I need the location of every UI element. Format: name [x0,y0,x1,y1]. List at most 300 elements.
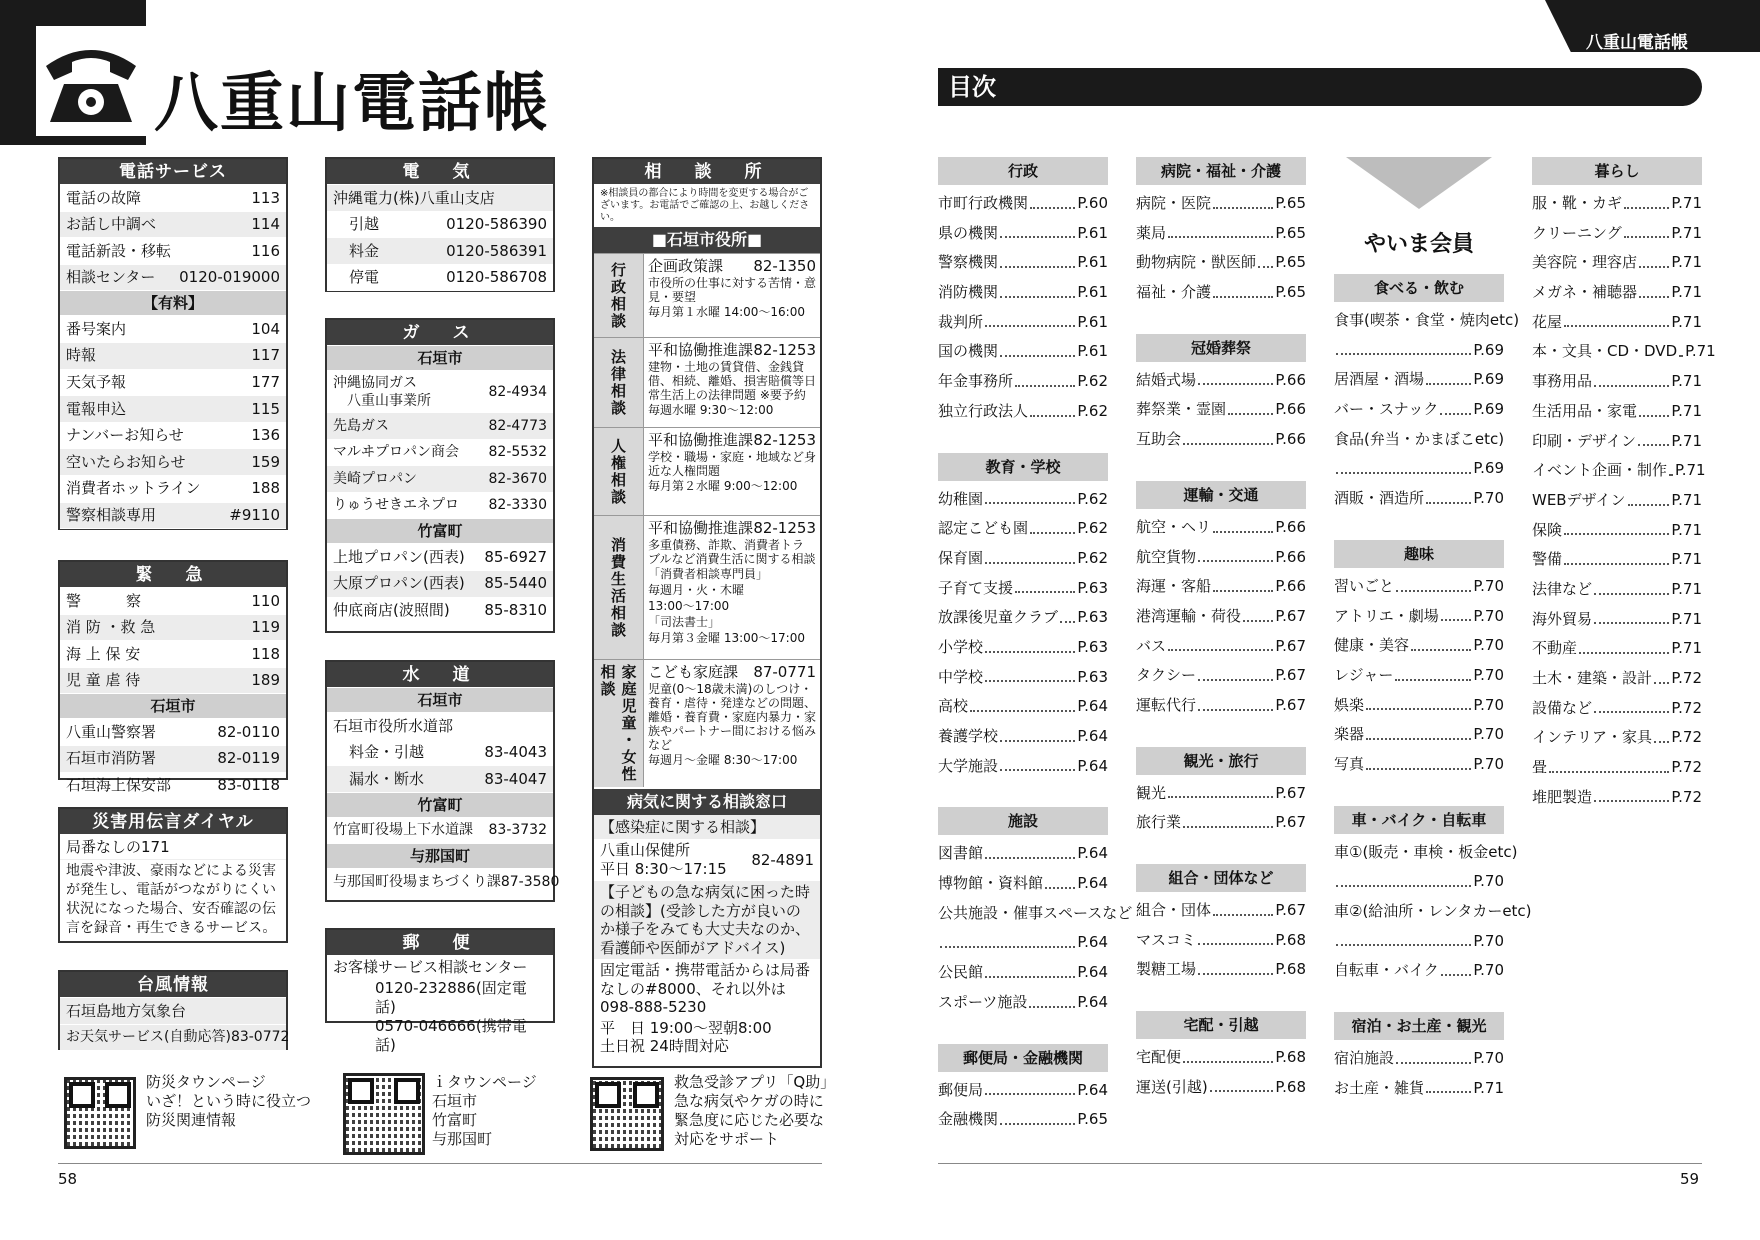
toc-page-ref: P.66 [1275,430,1306,449]
toc-entry[interactable] [1532,723,1702,753]
toc-entry[interactable] [1532,634,1702,664]
toc-entry[interactable] [1136,602,1306,632]
toc-entry[interactable] [1532,753,1702,783]
toc-section-header: 趣味 [1334,540,1504,568]
listing-number: 82-5532 [488,444,547,461]
toc-entry[interactable] [1334,1074,1504,1104]
listing-label: 仲底商店(波照間) [333,601,450,620]
toc-page-ref: P.70 [1473,695,1504,714]
toc-page-ref: P.67 [1275,606,1306,625]
toc-page-ref: P.61 [1077,223,1108,242]
toc-bar [938,68,1702,106]
toc-entry[interactable] [1334,336,1504,366]
toc-column-4 [1532,157,1716,812]
toc-entry-label: 動物病院・獣医師 [1136,253,1257,272]
toc-entry[interactable] [938,722,1108,752]
toc-leader [1549,753,1669,773]
listing-label: 電話の故障 [66,188,142,207]
toc-entry[interactable] [938,367,1108,397]
toc-entry[interactable] [1334,927,1504,957]
consult-desc: 児童(0〜18歳未満)のしつけ・養育・虐待・発達などの問題、離婚・養育費・家庭内暴力・家族やパートナー間における悩みなど [648,682,817,752]
toc-entry[interactable] [938,544,1108,574]
toc-leader [1243,602,1273,622]
post-line-3: 0570-046666(携帯電話) [375,1017,527,1054]
toc-entry[interactable] [938,308,1108,338]
toc-leader [1639,397,1669,417]
listing-row [60,316,286,343]
toc-entry[interactable]: 車①(販売・車検・板金etc) [1334,842,1518,861]
toc-leader [1336,454,1471,474]
toc-entry[interactable] [938,752,1108,782]
consult-number: 82-1253 [753,341,816,359]
toc-leader [1000,219,1075,239]
toc-entry-label: 観光 [1136,783,1167,802]
toc-entry[interactable] [1532,367,1702,397]
toc-entry-label: WEBデザイン [1532,490,1626,509]
toc-entry[interactable] [938,663,1108,693]
listing-row [327,571,553,598]
toc-page-ref: P.71 [1671,520,1702,539]
toc-leader [985,663,1075,683]
listing-number: 83-4047 [484,769,547,788]
toc-entry-label: 法律など [1532,579,1593,598]
listing-row [327,371,553,413]
toc-entry[interactable] [1532,575,1702,605]
toc-entry[interactable] [1334,395,1504,425]
toc-entry[interactable] [1136,632,1306,662]
toc-leader [1564,545,1669,565]
disaster-title: 災害用伝言ダイヤル [60,809,286,835]
toc-page-ref: P.69 [1473,400,1504,419]
water-block [325,660,560,902]
toc-leader [1440,395,1471,415]
infect-title: 【感染症に関する相談】 [594,815,820,839]
listing-number: 159 [251,452,280,471]
toc-leader [1426,365,1471,385]
hoken-time: 平日 8:30〜17:15 [600,860,727,878]
toc-page-ref: P.70 [1473,665,1504,684]
toc-page-ref: P.69 [1473,370,1504,389]
listing-label: 電報申込 [66,399,127,418]
toc-entry[interactable] [1334,867,1504,897]
listing-label: 竹富町役場上下水道課 [333,822,473,839]
toc-entry-label: 認定こども園 [938,519,1029,538]
toc-entry[interactable] [938,633,1108,663]
toc-entry[interactable] [1532,397,1702,427]
toc-entry[interactable] [938,337,1108,367]
toc-entry[interactable] [1136,395,1306,425]
toc-entry[interactable] [1136,219,1306,249]
toc-entry[interactable] [1532,605,1702,635]
toc-entry-label: 自転車・バイク [1334,961,1439,980]
listing-label: 漏水・断水 [349,769,425,788]
toc-entry[interactable] [938,869,1108,899]
toc-entry[interactable]: 公共施設・催事スペースなど [938,903,1133,922]
listing-number: 104 [251,319,280,338]
toc-leader [1198,543,1273,563]
toc-entry[interactable] [938,189,1108,219]
toc-entry[interactable] [1136,661,1306,691]
consult-body [644,428,820,515]
toc-entry[interactable] [1334,365,1504,395]
toc-entry[interactable] [1136,189,1306,219]
listing-row [327,440,553,467]
toc-entry[interactable] [1136,572,1306,602]
toc-entry[interactable] [1136,248,1306,278]
listing-number: 82-0119 [217,749,280,768]
toc-page-ref: P.68 [1275,930,1306,949]
toc-entry[interactable] [938,928,1108,958]
toc-leader [1594,605,1669,625]
toc-entry[interactable] [1136,425,1306,455]
toc-leader [1395,661,1471,681]
consult-category: 家庭児童・女性相談 [594,660,644,787]
toc-entry[interactable] [1334,454,1504,484]
toc-page-ref: P.64 [1077,844,1108,863]
listing-label: 与那国町役場まちづくり課 [333,873,501,890]
consult-item [594,427,820,515]
listing-number: 82-3330 [488,497,547,514]
toc-entry[interactable] [1334,956,1504,986]
toc-entry-label: 市町行政機関 [938,194,1029,212]
qr-code-bousai[interactable] [64,1077,136,1149]
toc-entry-label: 博物館・資料館 [938,874,1044,893]
listing-number: 0120-586391 [446,241,547,260]
toc-page-ref: P.63 [1077,608,1108,627]
listing-number: 188 [251,479,280,498]
listing-number: 0120-586390 [446,215,547,234]
listing-row [327,413,553,440]
toc-page-ref: P.64 [1077,1080,1108,1099]
toc-entry[interactable] [1532,516,1702,546]
toc-entry[interactable] [1334,631,1504,661]
toc-leader [1213,896,1273,916]
post-block [325,928,555,1054]
consult-body [644,254,820,337]
toc-leader [1579,634,1669,654]
toc-leader [1210,1073,1274,1093]
toc-entry[interactable] [1532,219,1702,249]
listing-label: 大原プロパン(西表) [333,574,465,593]
toc-entry-label: 公民館 [938,963,984,982]
toc-page-ref: P.62 [1077,519,1108,538]
toc-leader [1213,513,1273,533]
toc-entry-label: 警備 [1532,550,1563,569]
toc-page-ref: P.67 [1275,783,1306,802]
toc-entry[interactable] [1136,543,1306,573]
toc-page-ref: P.70 [1473,576,1504,595]
toc-entry[interactable] [1532,545,1702,575]
toc-entry[interactable] [938,514,1108,544]
toc-entry-label: マスコミ [1136,930,1197,949]
toc-entry[interactable] [1136,278,1306,308]
listing-number: 82-4934 [488,383,547,400]
toc-page-ref: P.62 [1077,372,1108,391]
toc-page-ref: P.71 [1473,1078,1504,1097]
toc-entry-label: 薬局 [1136,223,1167,242]
listing-label: 上地プロパン(西表) [333,547,465,566]
qr-text-qsuke: 救急受診アプリ「Q助」 急な病気やケガの時に 緊急度に応じた必要な 対応をサポート [674,1073,836,1148]
toc-entry[interactable] [938,1105,1108,1135]
toc-leader [1624,219,1670,239]
toc-entry-label: 楽器 [1334,725,1365,744]
toc-leader [1366,691,1471,711]
listing-row [60,641,286,668]
toc-entry-label: 高校 [938,697,969,716]
toc-entry[interactable] [1136,896,1306,926]
post-title: 郵 便 [327,930,553,956]
consult-dept: 平和協働推進課 [648,519,754,537]
phone-service-title: 電話サービス [60,159,286,185]
consult-title-row [648,518,816,538]
consult-time: 毎月第２水曜 9:00〜12:00 [648,479,798,493]
water-sub-2: 竹富町 [327,793,553,818]
disaster-text: 地震や津波、豪雨などによる災害が発生し、電話がつながりにくい状況になった場合、安否確認の伝言を録音・再生できるサービス。 [66,863,277,936]
toc-entry-label: クリーニング [1532,223,1622,242]
toc-page-ref: P.69 [1473,340,1504,359]
toc-page-ref: P.70 [1473,754,1504,773]
toc-entry[interactable] [1136,513,1306,543]
toc-entry[interactable] [1334,691,1504,721]
listing-number: 0120-019000 [179,268,280,287]
toc-leader [1000,1105,1075,1125]
toc-entry[interactable] [938,397,1108,427]
toc-entry-label: お土産・雑貨 [1334,1078,1425,1097]
consult-number: 87-0771 [753,663,816,681]
toc-entry[interactable] [1136,808,1306,838]
toc-page-ref: P.71 [1685,342,1716,361]
toc-entry[interactable] [938,988,1108,1018]
toc-entry[interactable] [938,692,1108,722]
toc-leader [1029,988,1075,1008]
toc-leader [1336,927,1471,947]
toc-page-ref: P.60 [1077,194,1108,212]
consult-dept: 平和協働推進課 [648,341,754,359]
toc-entry[interactable] [1334,661,1504,691]
typhoon-row-2: お天気サービス(自動応答) 83-0772 [60,1025,286,1052]
toc-leader [1213,278,1273,298]
toc-page-ref: P.67 [1275,813,1306,832]
toc-entry[interactable] [938,248,1108,278]
consult-title-row [648,662,816,682]
toc-leader [1594,783,1669,803]
listing-number: 189 [251,671,280,690]
toc-section-header: 郵便局・金融機関 [938,1044,1108,1072]
qr-code-qsuke[interactable] [590,1077,664,1151]
consult-dept: 平和協働推進課 [648,431,754,449]
toc-entry[interactable] [1136,691,1306,721]
toc-entry[interactable] [938,278,1108,308]
toc-entry[interactable] [938,958,1108,988]
listing-row [327,598,553,625]
toc-entry[interactable] [1334,720,1504,750]
toc-entry[interactable]: 車②(給油所・レンタカーetc) [1334,902,1532,920]
toc-entry[interactable] [1532,189,1702,219]
toc-leader [1336,867,1471,887]
weekday-hours: 平 日 19:00〜翌朝8:00 [600,1018,772,1037]
listing-number: 136 [251,426,280,445]
listing-label: 海 上 保 安 [66,644,141,663]
disaster-number: 局番なしの171 [60,835,286,860]
toc-leader [1030,189,1075,209]
listing-number: 85-8310 [484,601,547,620]
listing-number: 114 [251,215,280,234]
toc-entry[interactable] [1334,1044,1504,1074]
toc-section-header: 冠婚葬祭 [1136,334,1306,362]
consult-body [644,516,820,659]
toc-page-ref: P.71 [1671,639,1702,658]
listing-label: 停電 [349,268,380,287]
toc-page-ref: P.66 [1275,400,1306,419]
toc-leader [1594,575,1669,595]
toc-entry[interactable] [1334,750,1504,780]
listing-row [60,503,286,530]
toc-entry[interactable] [938,603,1108,633]
toc-page-ref: P.63 [1077,578,1108,597]
toc-entry[interactable] [1136,1073,1306,1103]
toc-entry[interactable] [1532,664,1702,694]
qr-code-itownpage[interactable] [343,1073,425,1155]
toc-entry[interactable] [1532,248,1702,278]
toc-entry[interactable] [1532,783,1702,813]
toc-page-ref: P.64 [1077,697,1108,716]
listing-row [327,818,553,845]
toc-leader [1213,189,1273,209]
toc-entry[interactable] [1532,308,1702,338]
toc-entry[interactable] [938,219,1108,249]
toc-entry[interactable] [1136,366,1306,396]
toc-entry[interactable] [1136,1043,1306,1073]
toc-entry-label: レジャー [1334,665,1394,684]
toc-page-ref: P.69 [1473,459,1504,478]
corner-tab-label: 八重山電話帳 [1586,33,1688,53]
toc-entry[interactable] [1532,278,1702,308]
toc-leader [1000,337,1075,357]
toc-section-header: 車・バイク・自転車 [1334,806,1504,834]
illness-title: 病気に関する相談窓口 [594,789,820,815]
toc-leader [1168,632,1273,652]
toc-section-header: 病院・福祉・介護 [1136,157,1306,185]
toc-leader [970,692,1075,712]
toc-leader [1030,397,1075,417]
listing-label: 電話新設・移転 [66,241,172,260]
typhoon-block [58,970,288,1050]
toc-entry[interactable]: 食事(喫茶・食堂・焼肉etc) [1334,311,1520,329]
toc-page-ref: P.71 [1671,253,1702,272]
typhoon-title: 台風情報 [60,972,286,998]
consult-category: 法律相談 [594,338,644,427]
listing-label: 児 童 虐 待 [66,671,141,690]
toc-entry[interactable] [1532,337,1716,367]
electric-title: 電 気 [327,159,553,185]
toc-entry[interactable] [1136,955,1306,985]
toc-entry[interactable] [938,839,1108,869]
toc-entry-label: 宿泊施設 [1334,1049,1395,1068]
toc-page-ref: P.67 [1275,901,1306,919]
toc-entry[interactable] [1532,456,1706,486]
listing-number: 83-4043 [484,743,547,762]
toc-entry-label: 養護学校 [938,727,999,745]
toc-leader [1198,691,1273,711]
toc-page-ref: P.63 [1077,667,1108,686]
toc-page-ref: P.72 [1671,669,1702,687]
toc-leader [1564,516,1669,536]
toc-leader [1594,694,1669,714]
right-footer-rule [938,1163,1702,1164]
toc-page-ref: P.64 [1077,933,1108,952]
hoken-number: 82-4891 [751,850,814,869]
toc-leader [1198,955,1273,975]
toc-leader [1060,603,1075,623]
listing-label: 料金・引越 [349,743,425,762]
toc-entry-label: 葬祭業・霊園 [1136,400,1227,419]
toc-entry[interactable] [1532,427,1702,457]
toc-page-ref: P.71 [1671,223,1702,242]
toc-entry[interactable]: 食品(弁当・かまぼこetc) [1334,429,1505,448]
toc-column-2 [1136,157,1306,1102]
toc-entry[interactable] [1136,779,1306,809]
water-company: 石垣市役所水道部 [327,713,553,740]
toc-title: 目次 [948,73,996,101]
toc-entry-label: 病院・医院 [1136,194,1212,212]
consult-desc: 多重債務、詐欺、消費者トラブルなど消費生活に関する相談 [648,538,816,566]
listing-label: 八重山警察署 [66,722,157,741]
listing-row [60,212,286,239]
toc-page-ref: P.61 [1077,283,1108,302]
listing-number: 87-3580 [500,873,560,890]
consult-title-row [648,430,816,450]
listing-row [327,493,553,520]
toc-entry-label: 土木・建築・設計 [1532,669,1653,687]
consult-item [594,337,820,427]
listing-label: 空いたらお知らせ [66,452,186,471]
emergency-title: 緊 急 [60,562,286,588]
toc-entry-label: 美容院・理容店 [1532,253,1638,272]
right-page-number: 59 [1680,1170,1700,1188]
consult-body [644,338,820,427]
toc-leader [1624,189,1669,209]
listing-row [60,615,286,642]
toc-page-ref: P.68 [1275,1077,1306,1096]
toc-entry[interactable] [1334,602,1504,632]
toc-entry-label: 酒販・酒造所 [1334,489,1425,508]
phone-icon-box [0,0,146,145]
toc-page-ref: P.68 [1275,960,1306,979]
toc-entry[interactable] [1334,484,1504,514]
listing-label: お話し中調べ [66,215,157,234]
listing-number: 82-4773 [488,417,547,434]
toc-entry[interactable] [938,485,1108,515]
consult-category: 消費生活相談 [594,516,644,659]
toc-leader [985,1076,1075,1096]
listing-label: 時報 [66,346,97,365]
toc-entry[interactable] [1136,926,1306,956]
toc-entry[interactable] [938,574,1108,604]
listing-number: #9110 [229,506,280,525]
listing-row [327,212,553,239]
water-sub-3: 与那国町 [327,844,553,869]
toc-entry[interactable] [938,1076,1108,1106]
listing-label: 先島ガス [333,417,389,434]
listing-label: 消費者ホットライン [66,479,201,498]
toc-page-ref: P.71 [1671,550,1702,569]
toc-entry[interactable] [1334,572,1504,602]
listing-label: マルヰプロパン商会 [333,444,459,461]
toc-entry[interactable] [1532,486,1702,516]
toc-entry[interactable] [1532,694,1702,724]
phone-service-block [58,157,288,530]
listing-label: 美崎プロパン [333,470,417,487]
